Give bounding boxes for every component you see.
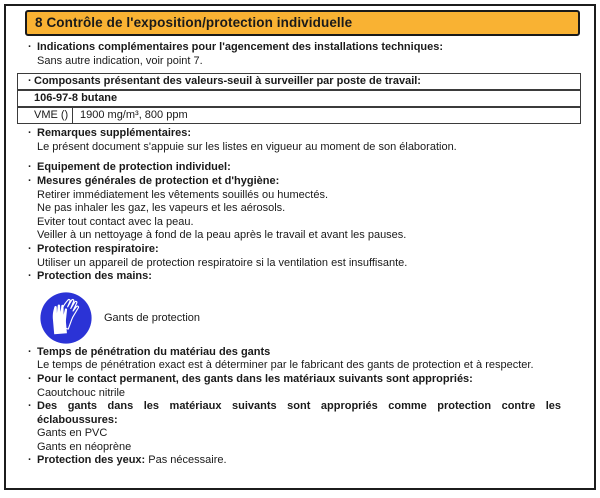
threshold-value-row (17, 107, 581, 124)
remarks-label: · Remarques supplémentaires: (6, 127, 594, 141)
section-title: 8 Contrôle de l'exposition/protection individuelle (35, 15, 353, 30)
threshold-table-header: · Composants présentant des valeurs-seuil à surveiller par poste de travail: (17, 73, 581, 90)
protective-gloves-icon (40, 292, 92, 344)
splash-material-line: Gants en néoprène (37, 440, 132, 453)
hands-label: · Protection des mains: (6, 270, 594, 284)
respiratory-text: Utiliser un appareil de protection respiratoire si la ventilation est insuffisante. (37, 256, 408, 269)
penetration-text: Le temps de pénétration exact est à déterminer par le fabricant des gants de protection et à respecter. (37, 359, 534, 372)
hygiene-line: Eviter tout contact avec la peau. (37, 215, 194, 228)
hygiene-line: Retirer immédiatement les vêtements souillés ou humectés. (37, 188, 329, 201)
hygiene-label: · Mesures générales de protection et d'hygiène: (6, 175, 594, 189)
threshold-limit-value: 1900 mg/m³, 800 ppm (80, 109, 188, 122)
gloves-pictogram-row (40, 292, 594, 344)
penetration-label: · Temps de pénétration du matériau des gants (6, 346, 594, 360)
eye-protection-text: Pas nécessaire. (148, 454, 227, 467)
respiratory-label: · Protection respiratoire: (6, 243, 594, 257)
threshold-table (17, 73, 581, 124)
eye-protection-label: Protection des yeux: (37, 454, 146, 467)
splash-protection-label: · Des gants dans les matériaux suivants sont appropriés comme protection contre les éclaboussures: (6, 400, 594, 427)
permanent-contact-label: · Pour le contact permanent, des gants dans les matériaux suivants sont appropriés: (6, 373, 594, 387)
sds-section-8-page (4, 4, 596, 490)
threshold-substance: 106-97-8 butane (17, 90, 581, 107)
threshold-limit-type: VME () (18, 108, 73, 123)
equipment-label: · Equipement de protection individuel: (6, 161, 594, 175)
permanent-contact-text: Caoutchouc nitrile (37, 386, 126, 399)
indications-label: · Indications complémentaires pour l'agencement des installations techniques: (6, 41, 594, 55)
indications-text: Sans autre indication, voir point 7. (37, 54, 203, 67)
section-header (25, 10, 580, 36)
remarks-text: Le présent document s'appuie sur les listes en vigueur au moment de son élaboration. (37, 140, 457, 153)
hygiene-line: Veiller à un nettoyage à fond de la peau après le travail et avant les pauses. (37, 229, 407, 242)
gloves-caption: Gants de protection (104, 311, 201, 324)
hygiene-line: Ne pas inhaler les gaz, les vapeurs et les aérosols. (37, 202, 286, 215)
splash-material-line: Gants en PVC (37, 427, 108, 440)
eye-protection-line (6, 454, 594, 468)
